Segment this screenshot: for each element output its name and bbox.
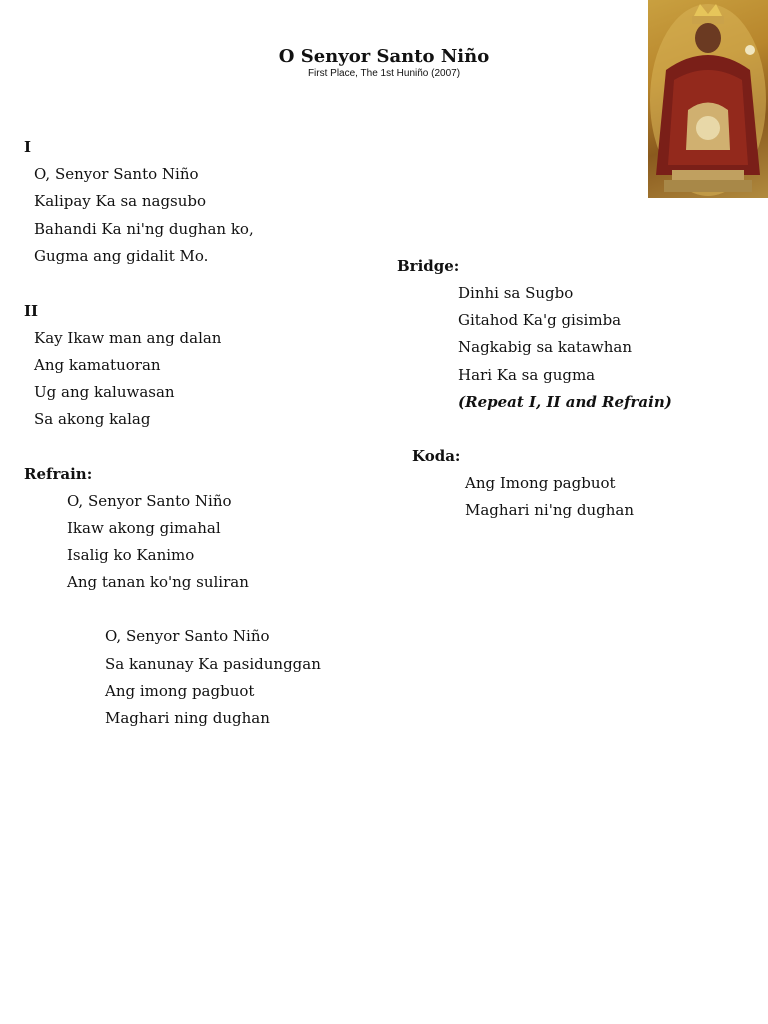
- verse-1-heading: I: [24, 138, 32, 156]
- santo-nino-figure: [648, 0, 768, 198]
- verse-2-line: Ang kamatuoran: [34, 356, 161, 374]
- verse-1-line: Kalipay Ka sa nagsubo: [34, 192, 207, 210]
- verse-1-line: Bahandi Ka ni'ng dughan ko,: [34, 220, 254, 238]
- refrain-line: O, Senyor Santo Niño: [67, 492, 232, 510]
- refrain-heading: Refrain:: [24, 465, 93, 483]
- bridge-heading: Bridge:: [397, 257, 460, 275]
- bridge-line: Hari Ka sa gugma: [458, 366, 596, 384]
- page-subtitle: First Place, The 1st Huniño (2007): [307, 68, 461, 79]
- verse-2-heading: II: [24, 302, 39, 320]
- koda-line: Ang Imong pagbuot: [465, 474, 616, 492]
- verse-2-line: Kay Ikaw man ang dalan: [34, 329, 222, 347]
- refrain-line: Isalig ko Kanimo: [67, 546, 195, 564]
- refrain-second-line: Ang imong pagbuot: [105, 682, 255, 700]
- koda-heading: Koda:: [412, 447, 461, 465]
- page-title: O Senyor Santo Niño: [278, 46, 490, 67]
- verse-1-line: O, Senyor Santo Niño: [34, 165, 199, 183]
- repeat-instruction: (Repeat I, II and Refrain): [458, 393, 672, 411]
- refrain-second-line: Sa kanunay Ka pasidunggan: [105, 655, 321, 673]
- refrain-second-line: O, Senyor Santo Niño: [105, 627, 270, 645]
- santo-nino-image: [648, 0, 768, 198]
- refrain-second-line: Maghari ning dughan: [105, 709, 270, 727]
- verse-2-line: Sa akong kalag: [34, 410, 151, 428]
- verse-2-line: Ug ang kaluwasan: [34, 383, 175, 401]
- bridge-line: Nagkabig sa katawhan: [458, 338, 632, 356]
- refrain-line: Ang tanan ko'ng suliran: [67, 573, 249, 591]
- koda-line: Maghari ni'ng dughan: [465, 501, 634, 519]
- refrain-line: Ikaw akong gimahal: [67, 519, 221, 537]
- verse-1-line: Gugma ang gidalit Mo.: [34, 247, 209, 265]
- bridge-line: Dinhi sa Sugbo: [458, 284, 574, 302]
- bridge-line: Gitahod Ka'g gisimba: [458, 311, 622, 329]
